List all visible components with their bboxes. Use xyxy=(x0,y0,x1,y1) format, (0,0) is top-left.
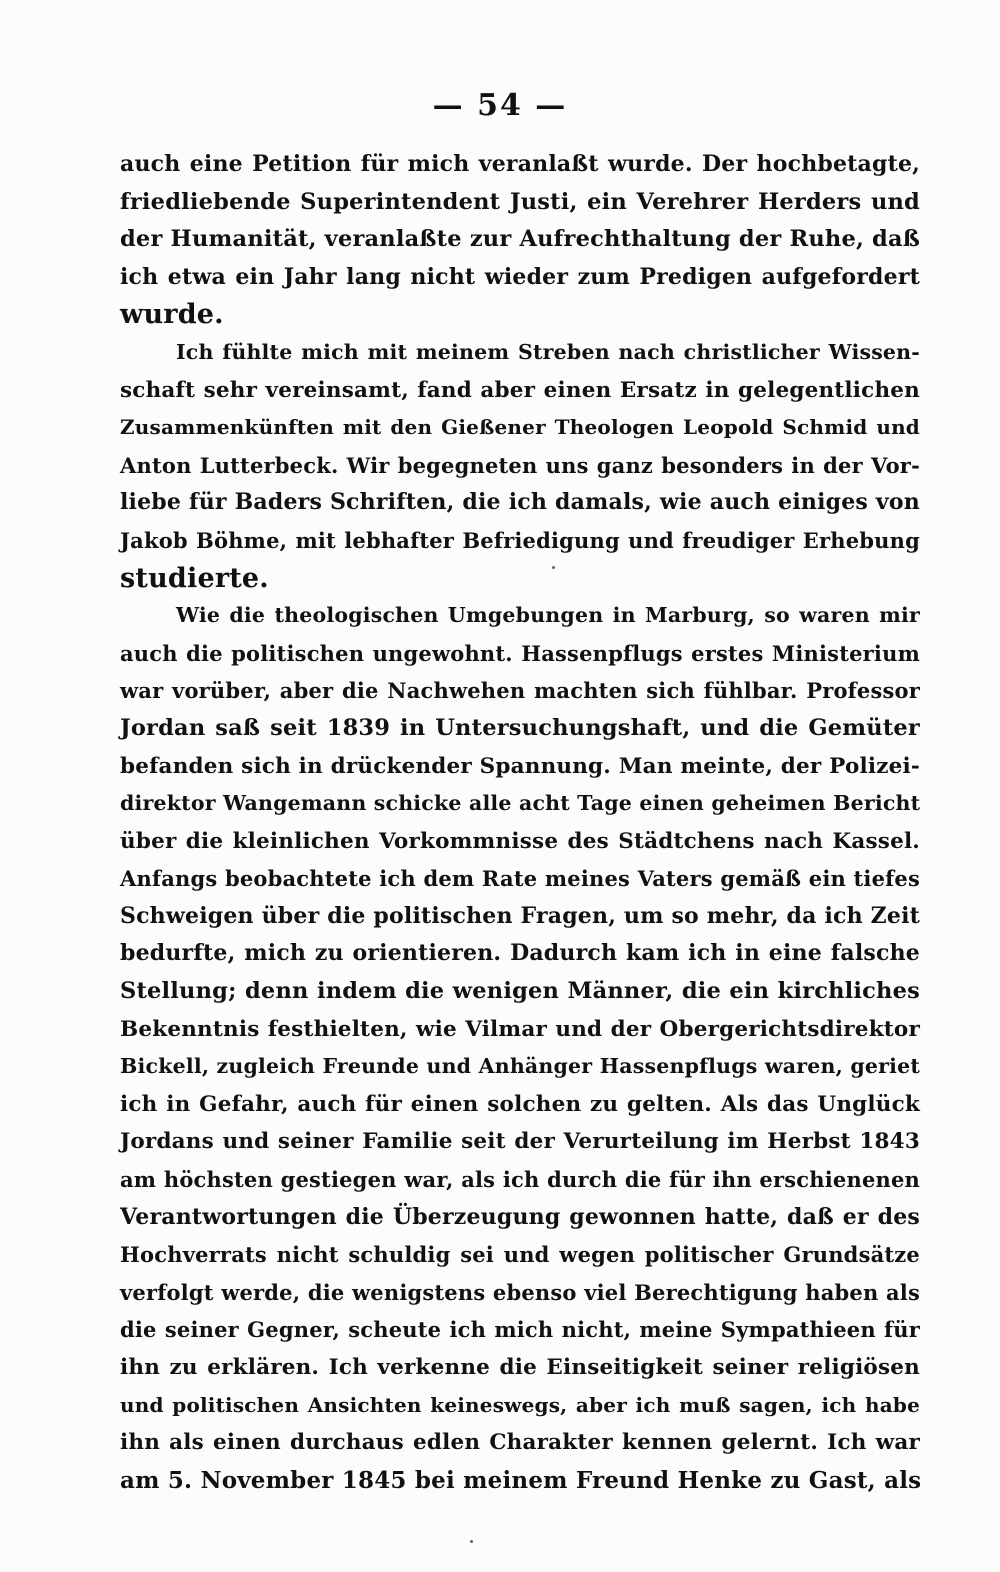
text-line: ich in Gefahr, auch für einen solchen zu gelten. Als das Unglück xyxy=(120,1091,920,1117)
text-line: der Humanität, veranlaßte zur Aufrechthaltung der Ruhe, daß xyxy=(120,226,921,253)
text-line: ich etwa ein Jahr lang nicht wieder zum Predigen aufgefordert xyxy=(120,263,920,290)
text-line: und politischen Ansichten keineswegs, aber ich muß sagen, ich habe xyxy=(120,1392,920,1417)
text-line: über die kleinlichen Vorkommnisse des Städtchens nach Kassel. xyxy=(120,828,920,854)
text-line: Jordans und seiner Familie seit der Verurteilung im Herbst 1843 xyxy=(120,1129,920,1155)
text-line: ihn zu erklären. Ich verkenne die Einseitigkeit seiner religiösen xyxy=(120,1355,920,1380)
print-speck xyxy=(552,566,555,569)
text-line: die seiner Gegner, scheute ich mich nicht, meine Sympathieen für xyxy=(120,1317,920,1343)
text-line: am 5. November 1845 bei meinem Freund Henke zu Gast, als xyxy=(120,1466,922,1494)
text-line: Anton Lutterbeck. Wir begegneten uns ganz besonders in der Vor- xyxy=(120,452,920,478)
text-line: Verantwortungen die Überzeugung gewonnen hatte, daß er des xyxy=(120,1203,920,1230)
text-line: friedliebende Superintendent Justi, ein Verehrer Herders und xyxy=(120,188,920,215)
page-number: — 54 — xyxy=(432,88,568,123)
text-line: ihn als einen durchaus edlen Charakter kennen gelernt. Ich war xyxy=(120,1430,920,1456)
text-line: Wie die theologischen Umgebungen in Marburg, so waren mir xyxy=(176,603,920,628)
text-line: direktor Wangemann schicke alle acht Tage einen geheimen Bericht xyxy=(120,791,921,816)
text-line: liebe für Baders Schriften, die ich damals, wie auch einiges von xyxy=(120,489,920,516)
text-line: war vorüber, aber die Nachwehen machten sich fühlbar. Professor xyxy=(120,678,920,704)
text-line: wurde. xyxy=(120,299,224,331)
text-line: Jordan saß seit 1839 in Untersuchungshaft, und die Gemüter xyxy=(120,714,920,741)
text-line: verfolgt werde, die wenigstens ebenso viel Berechtigung haben als xyxy=(120,1279,920,1305)
body-text xyxy=(120,146,920,1499)
text-line: auch die politischen ungewohnt. Hassenpflugs erstes Ministerium xyxy=(120,640,920,666)
text-line: am höchsten gestiegen war, als ich durch die für ihn erschienenen xyxy=(120,1167,920,1193)
text-line: befanden sich in drückender Spannung. Man meinte, der Polizei- xyxy=(120,753,920,779)
text-line: Jakob Böhme, mit lebhafter Befriedigung und freudiger Erhebung xyxy=(120,527,920,553)
text-line: Anfangs beobachtete ich dem Rate meines Vaters gemäß ein tiefes xyxy=(120,866,920,892)
text-line: Zusammenkünften mit den Gießener Theologen Leopold Schmid und xyxy=(120,415,920,440)
text-line: schaft sehr vereinsamt, fand aber einen Ersatz in gelegentlichen xyxy=(120,377,920,403)
text-line: bedurfte, mich zu orientieren. Dadurch kam ich in eine falsche xyxy=(120,940,920,967)
text-line: studierte. xyxy=(120,562,269,594)
print-speck xyxy=(470,1540,473,1543)
text-line: Ich fühlte mich mit meinem Streben nach christlicher Wissen- xyxy=(176,339,920,364)
text-line: Stellung; denn indem die wenigen Männer, die ein kirchliches xyxy=(120,978,920,1005)
text-line: Bickell, zugleich Freunde und Anhänger Hassenpflugs waren, geriet xyxy=(120,1054,920,1079)
text-line: Bekenntnis festhielten, wie Vilmar und der Obergerichtsdirektor xyxy=(120,1016,920,1042)
text-line: auch eine Petition für mich veranlaßt wurde. Der hochbetagte, xyxy=(120,151,920,177)
text-line: Hochverrats nicht schuldig sei und wegen politischer Grundsätze xyxy=(120,1242,920,1268)
text-line: Schweigen über die politischen Fragen, um so mehr, da ich Zeit xyxy=(120,902,921,929)
